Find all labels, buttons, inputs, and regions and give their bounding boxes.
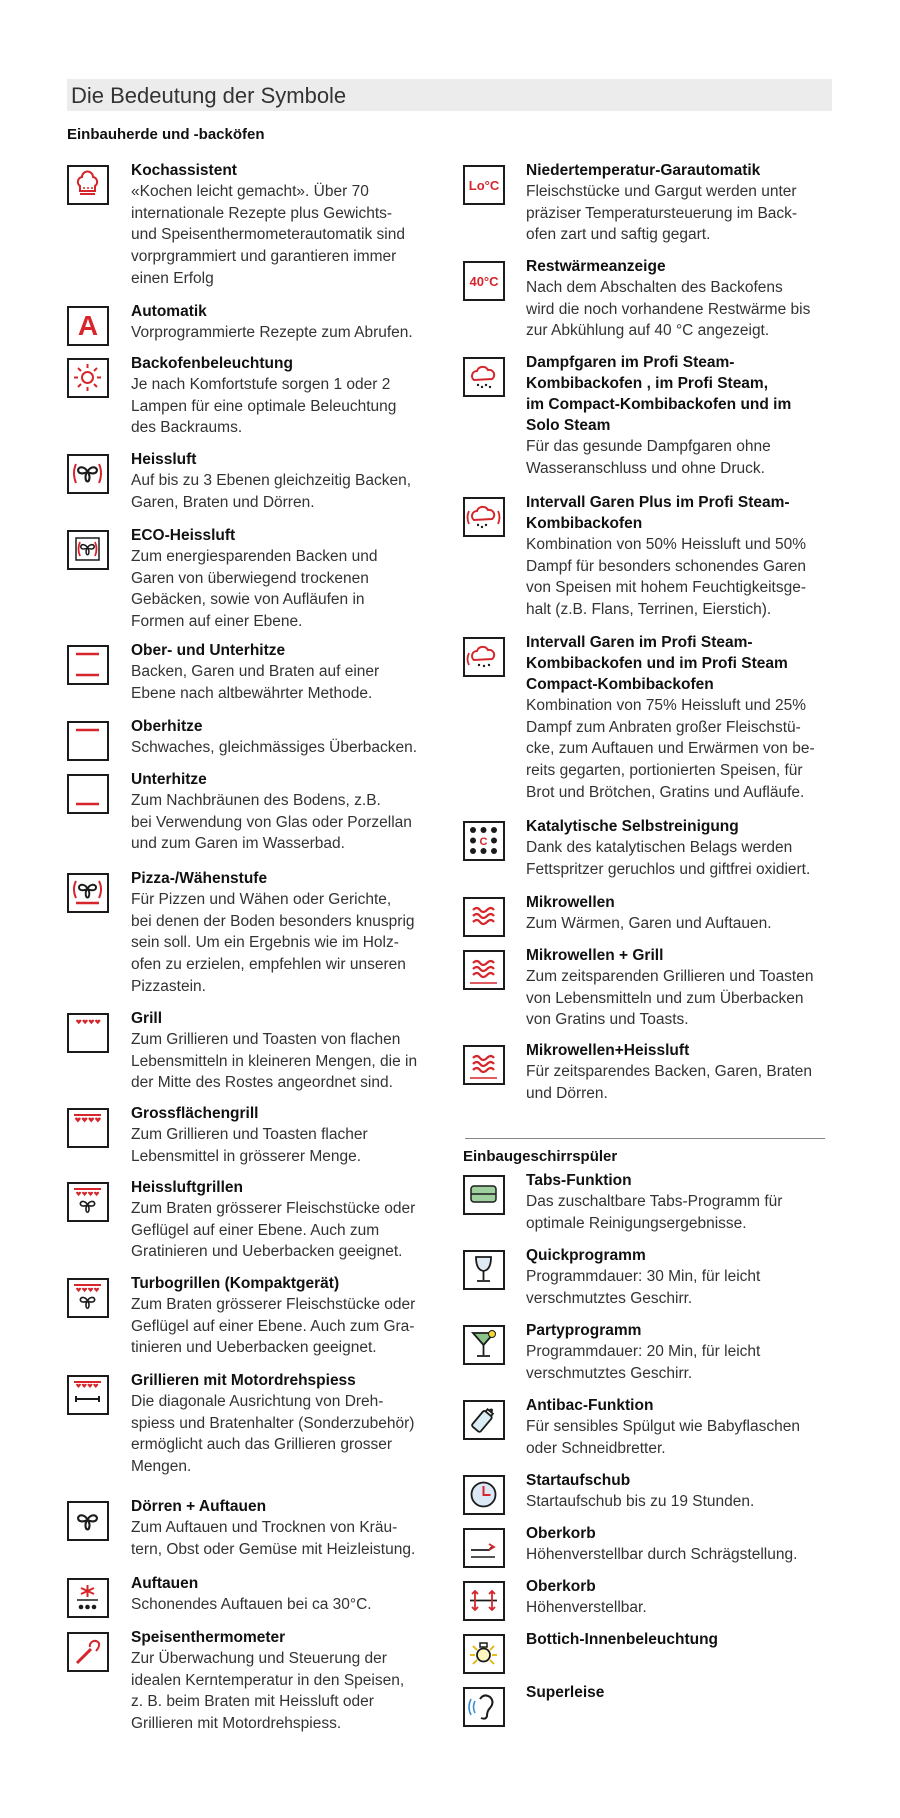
symbol-description: sein soll. Um ein Ergebnis wie im Holz- — [131, 934, 399, 952]
low-temp-icon — [463, 165, 505, 205]
symbol-description: ofen zu erzielen, empfehlen wir unseren — [131, 956, 406, 974]
symbol-description: Brot und Brötchen, Gratins und Aufläufe. — [526, 783, 805, 801]
symbol-description: cke, zum Auftauen und Erwärmen von be- — [526, 740, 815, 758]
convection-fan-icon — [67, 454, 109, 494]
symbol-description: tinieren und Ueberbacken geeignet. — [131, 1339, 377, 1357]
symbol-title: Heissluftgrillen — [131, 1179, 243, 1196]
symbol-description: präziser Temperatursteuerung im Back- — [526, 204, 798, 222]
symbol-description: Zum Wärmen, Garen und Auftauen. — [526, 915, 772, 932]
turbo-grill-icon — [67, 1278, 109, 1318]
symbol-title: Heissluft — [131, 451, 197, 468]
symbol-entry — [526, 1395, 800, 1459]
symbol-description: Für Pizzen und Wähen oder Gerichte, — [131, 891, 392, 908]
symbol-title: Mikrowellen + Grill — [526, 947, 664, 964]
symbol-description: Dampf zum Anbraten großer Fleischstü- — [526, 718, 801, 736]
symbol-description: Zum Nachbräunen des Bodens, z.B. — [131, 792, 381, 809]
symbol-description: Mengen. — [131, 1458, 192, 1476]
symbol-description: Zum Auftauen und Trocknen von Kräu- — [131, 1519, 398, 1536]
symbol-title: Startaufschub — [526, 1472, 631, 1489]
symbol-description: ofen zart und saftig gegart. — [526, 226, 711, 244]
symbol-title: Mikrowellen — [526, 894, 615, 911]
symbol-description: zur Abkühlung auf 40 °C angezeigt. — [526, 322, 770, 340]
symbol-description: idealen Kerntemperatur in den Speisen, — [131, 1671, 405, 1689]
defrost-icon — [67, 1578, 109, 1618]
symbol-entry — [131, 716, 417, 759]
tabs-icon — [463, 1175, 505, 1215]
pizza-mode-icon — [67, 873, 109, 913]
symbol-title: Automatik — [131, 303, 207, 320]
symbol-description: Zum Braten grösserer Fleischstücke oder — [131, 1296, 416, 1313]
symbol-entry — [526, 160, 797, 246]
symbol-description: Zum energiesparenden Backen und — [131, 548, 378, 565]
catalytic-cleaning-icon — [463, 821, 505, 861]
symbol-title: Restwärmeanzeige — [526, 258, 666, 275]
symbol-description: der Mitte des Rostes angeordnet sind. — [131, 1074, 393, 1092]
section-heading-dishwashers: Einbaugeschirrspüler — [463, 1148, 618, 1165]
symbol-description: internationale Rezepte plus Gewichts- — [131, 204, 393, 222]
symbol-description: Garen, Braten und Dörren. — [131, 493, 315, 511]
symbol-title: Partyprogramm — [526, 1322, 642, 1339]
symbol-description: Fleischstücke und Gargut werden unter — [526, 183, 797, 200]
symbol-title: Tabs-Funktion — [526, 1172, 632, 1189]
symbol-description: Die diagonale Ausrichtung von Dreh- — [131, 1393, 384, 1410]
symbol-title: Oberkorb — [526, 1578, 596, 1595]
symbol-title: Superleise — [526, 1684, 605, 1701]
symbol-description: Höhenverstellbar. — [526, 1599, 647, 1616]
symbol-entry — [131, 1627, 404, 1735]
icon-text: Lo°C — [468, 177, 500, 193]
oven-light-icon — [67, 358, 109, 398]
symbol-title: Speisenthermometer — [131, 1629, 286, 1646]
symbol-description: reits gegarten, portionierten Speisen, für — [526, 762, 803, 780]
symbol-title: Turbogrillen (Kompaktgerät) — [131, 1275, 340, 1292]
interval-steam-plus-icon — [463, 497, 505, 537]
symbol-description: oder Schneidbretter. — [526, 1439, 666, 1457]
symbol-entry — [526, 892, 772, 935]
symbol-title: Dampfgaren im Profi Steam- — [526, 354, 735, 371]
symbol-title: Grossflächengrill — [131, 1105, 259, 1122]
symbol-title: Intervall Garen Plus im Profi Steam- — [526, 494, 790, 511]
symbol-entry — [526, 492, 806, 621]
symbol-description: Fettspritzer geruchlos und giftfrei oxidiert. — [526, 860, 811, 878]
symbol-title: Kombibackofen und im Profi Steam — [526, 655, 788, 672]
rotisserie-icon — [67, 1375, 109, 1415]
symbol-description: Nach dem Abschalten des Backofens — [526, 279, 783, 296]
symbol-entry — [131, 353, 396, 439]
symbol-title: Kombibackofen — [526, 515, 643, 532]
eco-convection-icon — [67, 530, 109, 570]
symbol-title: Katalytische Selbstreinigung — [526, 818, 739, 835]
symbol-description: ermöglicht auch das Grillieren grosser — [131, 1436, 393, 1454]
symbol-description: Zum Grillieren und Toasten von flachen — [131, 1031, 401, 1048]
section-divider — [465, 1138, 825, 1139]
symbol-description: bei denen der Boden besonders knusprig — [131, 912, 415, 930]
symbol-title: Grillieren mit Motordrehspiess — [131, 1372, 356, 1389]
symbol-description: des Backraums. — [131, 419, 243, 437]
grill-icon — [67, 1013, 109, 1053]
symbol-entry — [526, 352, 791, 479]
symbol-description: Zum zeitsparenden Grillieren und Toasten — [526, 968, 814, 985]
symbol-description: Lampen für eine optimale Beleuchtung — [131, 397, 397, 415]
clock-icon — [463, 1475, 505, 1515]
large-grill-icon — [67, 1108, 109, 1148]
steam-icon — [463, 357, 505, 397]
symbol-title: Solo Steam — [526, 417, 611, 434]
symbol-description: Pizzastein. — [131, 977, 206, 995]
symbol-description: Zur Überwachung und Steuerung der — [131, 1650, 387, 1667]
microwave-grill-icon — [463, 950, 505, 990]
symbol-description: z. B. beim Braten mit Heissluft oder — [131, 1693, 374, 1711]
symbol-title: Backofenbeleuchtung — [131, 355, 293, 372]
symbol-entry — [526, 1576, 647, 1619]
baby-bottle-icon — [463, 1400, 505, 1440]
symbol-entry — [131, 525, 377, 633]
symbol-description: und zum Garen im Wasserbad. — [131, 835, 345, 853]
symbol-description: vorprgrammiert und garantieren immer — [131, 248, 397, 266]
symbol-description: Wasseranschluss und ohne Druck. — [526, 459, 765, 477]
symbol-entry — [526, 1470, 754, 1513]
symbol-description: Backen, Garen und Braten auf einer — [131, 663, 380, 680]
svg-text:C: C — [479, 836, 488, 848]
symbol-entry — [131, 449, 411, 513]
symbol-description: Auf bis zu 3 Ebenen gleichzeitig Backen, — [131, 472, 412, 489]
symbol-entry — [131, 1177, 415, 1263]
symbol-description: bei Verwendung von Glas oder Porzellan — [131, 813, 412, 831]
quiet-ear-icon — [463, 1687, 505, 1727]
symbol-title: im Compact-Kombibackofen und im — [526, 396, 792, 413]
symbol-title: Kochassistent — [131, 162, 237, 179]
symbol-description: Ebene nach altbewährter Methode. — [131, 684, 373, 702]
symbol-entry — [526, 945, 813, 1031]
symbol-description: tern, Obst oder Gemüse mit Heizleistung. — [131, 1540, 416, 1558]
symbol-description: verschmutztes Geschirr. — [526, 1364, 693, 1382]
tub-light-icon — [463, 1634, 505, 1674]
symbol-entry — [526, 1320, 760, 1384]
symbol-entry — [526, 632, 815, 804]
symbol-title: Oberhitze — [131, 718, 203, 735]
top-heat-icon — [67, 721, 109, 761]
symbol-title: Quickprogramm — [526, 1247, 646, 1264]
symbol-description: von Speisen mit hohem Feuchtigkeitsge- — [526, 579, 807, 597]
symbol-description: Gebäcken, sowie von Aufläufen in — [131, 591, 365, 609]
symbol-entry — [131, 1273, 415, 1359]
symbol-entry — [131, 1496, 415, 1560]
microwave-convection-icon — [463, 1045, 505, 1085]
symbol-entry — [526, 256, 810, 342]
symbol-title: Unterhitze — [131, 771, 207, 788]
symbol-entry — [131, 1573, 372, 1616]
icon-text: 40°C — [469, 273, 499, 289]
symbol-description: «Kochen leicht gemacht». Über 70 — [131, 183, 369, 200]
symbol-description: Startaufschub bis zu 19 Stunden. — [526, 1493, 755, 1510]
microwave-icon — [463, 897, 505, 937]
symbol-description: Grillieren mit Motordrehspiess. — [131, 1715, 342, 1733]
section-heading-ovens: Einbauherde und -backöfen — [67, 126, 265, 143]
symbol-entry — [131, 868, 415, 998]
symbol-description: Geflügel auf einer Ebene. Auch zum — [131, 1221, 380, 1239]
symbol-description: Formen auf einer Ebene. — [131, 613, 303, 631]
symbol-entry — [131, 1103, 368, 1167]
symbol-entry — [131, 160, 405, 290]
symbol-description: Für sensibles Spülgut wie Babyflaschen — [526, 1418, 800, 1435]
symbol-title: Dörren + Auftauen — [131, 1498, 267, 1515]
symbol-description: halt (z.B. Flans, Terrinen, Eierstich). — [526, 601, 772, 619]
symbol-title: Intervall Garen im Profi Steam- — [526, 634, 753, 651]
symbol-description: Je nach Komfortstufe sorgen 1 oder 2 — [131, 376, 391, 393]
symbol-description: und Dörren. — [526, 1084, 608, 1102]
symbol-title: Auftauen — [131, 1575, 199, 1592]
symbol-title: Pizza-/Wähenstufe — [131, 870, 268, 887]
symbol-description: und Speisenthermometerautomatik sind — [131, 226, 405, 244]
symbol-entry — [131, 769, 412, 855]
wine-glass-icon — [463, 1250, 505, 1290]
icon-text: A — [77, 310, 99, 341]
page-title: Die Bedeutung der Symbole — [71, 83, 347, 108]
symbol-entry — [526, 1629, 718, 1650]
symbol-description: Kombination von 75% Heissluft und 25% — [526, 697, 807, 714]
automatic-a-icon — [67, 306, 109, 346]
symbol-entry — [131, 301, 413, 344]
symbol-description: Garen von überwiegend trockenen — [131, 569, 369, 587]
symbol-description: wird die noch vorhandene Restwärme bis — [526, 300, 811, 318]
symbol-title: Ober- und Unterhitze — [131, 642, 286, 659]
symbol-description: spiess und Bratenhalter (Sonderzubehör) — [131, 1414, 415, 1432]
cocktail-glass-icon — [463, 1325, 505, 1365]
symbol-title: Mikrowellen+Heissluft — [526, 1042, 690, 1059]
upper-basket-height-icon — [463, 1581, 505, 1621]
symbol-description: von Lebensmitteln und zum Überbacken — [526, 989, 804, 1007]
upper-basket-tilt-icon — [463, 1528, 505, 1568]
top-bottom-heat-icon — [67, 645, 109, 685]
convection-grill-icon — [67, 1182, 109, 1222]
symbol-entry — [526, 1170, 782, 1234]
symbol-description: Für das gesunde Dampfgaren ohne — [526, 438, 771, 455]
symbol-description: Kombination von 50% Heissluft und 50% — [526, 536, 807, 553]
symbol-description: verschmutztes Geschirr. — [526, 1289, 693, 1307]
symbol-title: Oberkorb — [526, 1525, 596, 1542]
symbol-description: Zum Braten grösserer Fleischstücke oder — [131, 1200, 416, 1217]
symbol-entry — [526, 1523, 797, 1566]
symbol-title: Compact-Kombibackofen — [526, 676, 714, 693]
symbol-description: Schonendes Auftauen bei ca 30°C. — [131, 1596, 372, 1613]
symbol-description: einen Erfolg — [131, 269, 214, 287]
symbol-title: Bottich-Innenbeleuchtung — [526, 1631, 719, 1648]
symbol-entry — [526, 1682, 604, 1703]
symbol-description: von Gratins und Toasts. — [526, 1011, 689, 1029]
symbol-description: Geflügel auf einer Ebene. Auch zum Gra- — [131, 1317, 415, 1335]
residual-heat-icon — [463, 261, 505, 301]
symbol-description: Lebensmitteln in kleineren Mengen, die in — [131, 1052, 418, 1070]
symbol-description: Dampf für besonders schonendes Garen — [526, 557, 807, 575]
symbol-entry — [131, 1370, 414, 1478]
symbol-description: Für zeitsparendes Backen, Garen, Braten — [526, 1063, 813, 1080]
symbol-description: Höhenverstellbar durch Schrägstellung. — [526, 1546, 798, 1563]
symbol-description: Zum Grillieren und Toasten flacher — [131, 1126, 368, 1143]
drying-defrost-icon — [67, 1501, 109, 1541]
chef-hat-icon — [67, 165, 109, 205]
symbol-description: Dank des katalytischen Belags werden — [526, 839, 793, 856]
interval-steam-icon — [463, 637, 505, 677]
symbol-description: Lebensmittel in grösserer Menge. — [131, 1147, 362, 1165]
symbol-title: Niedertemperatur-Garautomatik — [526, 162, 761, 179]
symbol-description: Schwaches, gleichmässiges Überbacken. — [131, 739, 418, 756]
symbol-description: Programmdauer: 30 Min, für leicht — [526, 1268, 761, 1285]
symbol-title: ECO-Heissluft — [131, 527, 236, 544]
symbol-entry — [131, 640, 379, 704]
food-thermometer-icon — [67, 1632, 109, 1672]
symbol-description: Vorprogrammierte Rezepte zum Abrufen. — [131, 324, 413, 341]
symbol-entry — [526, 1040, 812, 1104]
symbol-description: Programmdauer: 20 Min, für leicht — [526, 1343, 761, 1360]
bottom-heat-icon — [67, 774, 109, 814]
symbol-entry — [526, 1245, 760, 1309]
symbol-entry — [526, 816, 810, 880]
symbol-description: optimale Reinigungsergebnisse. — [526, 1214, 747, 1232]
symbol-title: Antibac-Funktion — [526, 1397, 654, 1414]
symbol-description: Gratinieren und Ueberbacken geeignet. — [131, 1243, 403, 1261]
symbol-title: Kombibackofen , im Profi Steam, — [526, 375, 769, 392]
symbol-title: Grill — [131, 1010, 163, 1027]
symbol-entry — [131, 1008, 417, 1094]
symbol-description: Das zuschaltbare Tabs-Programm für — [526, 1193, 783, 1210]
